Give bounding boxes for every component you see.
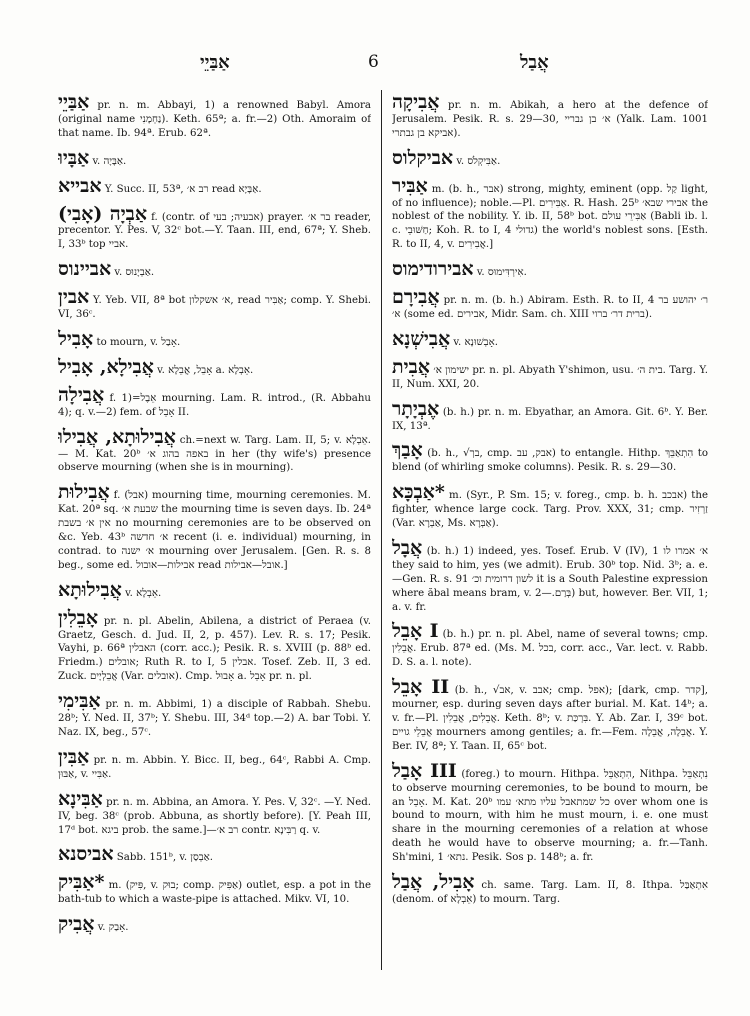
entry-definition: v. אֵבְלָא. bbox=[121, 587, 162, 599]
dictionary-entry bbox=[392, 482, 708, 531]
entry-definition: pr. n. m. Abbimi, 1) a disciple of Rabbah. Shebu. 28ᵇ; Y. Ned. II, 37ᵇ; Y. Shebu. III, 34ᵈ top.—2) A. bar Tobi. Y. Naz. IX, beg., 57ᶜ. bbox=[58, 699, 371, 738]
entry-headword: אַבָּיוּ bbox=[58, 146, 90, 169]
entry-headword: אָבִיל, אֲבַל bbox=[392, 871, 475, 894]
entry-headword: אֲבִילָה bbox=[58, 383, 105, 406]
entry-definition: pr. n. m. Abbayi, 1) a renowned Babyl. Amora (original name נַחְמָנִי). Keth. 65ª; a. fr.—2) Oth. Amoraim of that name. Ib. 94ª. Erub. 62ª. bbox=[58, 100, 371, 139]
entry-definition: (b. h.) 1) indeed, yes. Tosef. Erub. V (IV), 1 א׳ אמרו לו they said to him, yes (we admit). Erub. 30ᵇ top. Nid. 3ᵇ; a. e.—Gen. R. s. 91 לשון דרומית וכ׳ it is a South Palestine expression where ăbal means bram, v. בְּרַם.—2) but, however. Ber. VII, 1; a. v. fr. bbox=[392, 545, 708, 613]
entry-definition: (b. h.) pr. n. pl. Abel, name of several towns; cmp. אֲבֵלִין. Erub. 87ª ed. (Ms. M. בכל, corr. acc., Var. lect. v. Rabb. D. S. a. l. note). bbox=[392, 629, 708, 669]
entry-definition: f. (contr. of אבעיה; בעי) prayer. בר א׳ reader, precentor. Y. Pes. V, 32ᶜ bot.—Y. Taan. III, end, 67ª; Y. Sheb. I, 33ᵇ top אביי. bbox=[58, 211, 371, 251]
dictionary-entry bbox=[58, 482, 371, 572]
dictionary-entry bbox=[58, 872, 371, 907]
entry-definition: ch.=next w. Targ. Lam. II, 5; v. אֵבְלָא. — M. Kat. 20ᵇ באפה בהוג א׳ in her (thy wife's) presence observe mourning (when she is in mourning). bbox=[58, 434, 371, 474]
entry-headword: אֲבִיקָה bbox=[392, 92, 440, 113]
dictionary-entry bbox=[58, 608, 371, 685]
dictionary-entry bbox=[392, 761, 708, 865]
dictionary-entry bbox=[392, 538, 708, 615]
column-divider bbox=[381, 90, 382, 970]
entry-definition: pr. n. m. Abbina, an Amora. Y. Pes. V, 32ᶜ. —Y. Ned. IV, beg. 38ᶜ (prob. Abbuna, as shortly before). [Y. Peah III, 17ᵈ bot. ביגא prob. the same.]—רב א׳ contr. רַבִּינָא q. v. bbox=[58, 796, 371, 836]
entry-definition: v. אָבֵל, אֲבֵלָא a. אֵבְלָא. bbox=[153, 364, 254, 376]
entry-headword: אַבִּינָא bbox=[58, 787, 103, 810]
dictionary-entry bbox=[58, 691, 371, 740]
entry-definition: (b. h., √אב, v. אבב; cmp. אפל); [dark, cmp. קדר], mourner, esp. during seven days after burial. M. Kat. 14ᵇ; a. v. fr.—Pl. אֲבֵלִים, אֲבֵלִין. Keth. 8ᵇ; v. בִּרְכַּת. Y. Ab. Zar. I, 39ᶜ bot. אֲבֵלֵי גויים mourners among gentiles; a. fr.—Fem. אֲבֵלָה, אֲבֵלָה. Y. Ber. IV, 8ª; Y. Taan. II, 65ᶜ bot. bbox=[392, 685, 708, 752]
entry-headword: אֲבִילוּתָא bbox=[58, 578, 122, 601]
dictionary-entry bbox=[392, 176, 708, 253]
entry-definition: v. אָבְשׁוּנָא. bbox=[450, 336, 498, 348]
entry-headword: אַבַּיֵי bbox=[58, 92, 90, 113]
entry-headword: אֲבִילוּת bbox=[58, 481, 110, 504]
dictionary-entry bbox=[58, 148, 371, 169]
header-right-headword: אֲבַל bbox=[520, 52, 549, 73]
entry-headword: אֲבִישְׁנָא bbox=[392, 327, 451, 350]
entry-definition: v. אַבָּיָה. bbox=[89, 155, 127, 167]
dictionary-entry bbox=[58, 329, 371, 350]
dictionary-entry bbox=[392, 259, 708, 280]
dictionary-entry bbox=[58, 259, 371, 280]
dictionary-entry bbox=[58, 357, 371, 378]
dictionary-entry bbox=[392, 621, 708, 670]
dictionary-entry bbox=[58, 789, 371, 838]
entry-headword: אָבִיל bbox=[58, 327, 94, 350]
entry-definition: ישימון א׳ pr. n. pl. Abyath Y'shimon, usu. בית ה׳. Targ. Y. II, Num. XXI, 20. bbox=[392, 364, 708, 390]
right-column bbox=[392, 92, 708, 1010]
entry-headword: אבירודימוס bbox=[392, 258, 474, 281]
entry-headword: II אָבֵל bbox=[392, 676, 450, 699]
entry-definition: (b. h.) pr. n. m. Ebyathar, an Amora. Git. 6ᵇ. Y. Ber. IX, 13ª. bbox=[392, 406, 708, 432]
entry-definition: Y. Yeb. VII, 8ª bot א׳ אשקלון, read אַבִּיר; comp. Y. Shebi. VI, 36ᶜ. bbox=[58, 295, 371, 321]
entry-definition: m. (פִּיק, v. בוּק; comp. אַפִּיק) outlet, esp. a pot in the bath-tub to which a waste-pipe is attached. Mikv. VI, 10. bbox=[58, 880, 371, 906]
entry-headword: אביסנא bbox=[58, 843, 114, 866]
entry-headword: אַבְיָה (אָבִי) bbox=[58, 202, 148, 225]
entry-definition: v. אִירְדִּימוּס. bbox=[473, 267, 527, 279]
entry-definition: Y. Succ. II, 53ª, רב א׳ read אַבָּיָא. bbox=[101, 183, 262, 195]
entry-definition: m. (Syr., P. Sm. 15; v. foreg., cmp. b. h. אבכב) the fighter, whence large cock. Targ. Prov. XXX, 31; cmp. זַרְזִיר (Var. אַבְרָא, Ms. אַבְּרָא). bbox=[392, 490, 708, 530]
dictionary-entry bbox=[58, 914, 371, 935]
entry-definition: ch. same. Targ. Lam. II, 8. Ithpa. אִתְאַבַּל (denom. of אֵבְלָא) to mourn. Targ. bbox=[392, 880, 708, 905]
entry-definition: Sabb. 151ᵇ, v. אַבְסַן. bbox=[113, 852, 214, 864]
entry-headword: אֶבְיָתָר bbox=[392, 397, 440, 420]
entry-headword: אָבַךְ bbox=[392, 439, 423, 462]
entry-definition: f. 1)=אֵבֶל mourning. Lam. R. introd., (R. Abbahu 4); q. v.—2) fem. of אָבֵל II. bbox=[58, 392, 371, 418]
entry-headword: *אַבְכָּא bbox=[392, 481, 445, 504]
entry-headword: III אָבַל bbox=[392, 759, 457, 782]
entry-definition: pr. n. m. (b. h.) Abiram. Esth. R. to II, 4 ר׳ יהושע בר א׳ (some ed. אבירים, Midr. Sam. ch. XIII ברית דר׳ ברוי). bbox=[392, 295, 708, 320]
entry-headword: אַבִּימִי bbox=[58, 690, 101, 713]
dictionary-entry bbox=[58, 92, 371, 141]
entry-headword: אֲבִיק bbox=[58, 913, 95, 936]
dictionary-entry bbox=[58, 204, 371, 253]
entry-headword: אֲבִית bbox=[392, 355, 430, 378]
page-number: 6 bbox=[368, 52, 379, 72]
dictionary-entry bbox=[58, 176, 371, 197]
dictionary-entry bbox=[392, 399, 708, 434]
dictionary-entry bbox=[392, 329, 708, 350]
running-header bbox=[0, 52, 750, 78]
entry-definition: pr. n. m. Abbin. Y. Bicc. II, beg., 64ᶜ, Rabbi A. Cmp. אַבּוּן, v. אַבִּיי. bbox=[58, 754, 371, 780]
dictionary-entry bbox=[58, 385, 371, 420]
dictionary-entry bbox=[392, 872, 708, 907]
entry-headword: אֲבִילָא, אָבִיל bbox=[58, 355, 154, 378]
entry-definition: pr. n. m. Abikah, a hero at the defence of Jerusalem. Pesik. R. s. 29—30, א׳ בן גבריי (Yalk. Lam. 1001 אביקא בן גבתרי). bbox=[392, 100, 708, 139]
left-column bbox=[58, 92, 371, 1010]
dictionary-entry bbox=[392, 148, 708, 169]
entry-headword: אַבִּיר bbox=[392, 174, 428, 197]
dictionary-entry bbox=[58, 747, 371, 782]
dictionary-entry bbox=[58, 287, 371, 322]
entry-headword: אבין bbox=[58, 286, 90, 309]
entry-definition: f. (אבל) mourning time, mourning ceremonies. M. Kat. 20ª sq. שבעת א׳ the mourning time is seven days. Ib. 24ª אין א׳ בשבת no mourning ceremonies are to be observed on &c. Yeb. 43ᵇ א׳ חדשה recent (i. e. individual) mourning, in contrad. to א׳ ישנה mourning over Jerusalem. [Gen. R. s. 8 beg., some ed. אבילות—אובול read אובל—אבילות.] bbox=[58, 490, 371, 571]
dictionary-entry bbox=[392, 287, 708, 322]
entry-headword: אֲבִילוּתָא, אֲבִילוּ bbox=[58, 425, 176, 448]
dictionary-entry bbox=[58, 844, 371, 865]
dictionary-entry bbox=[392, 357, 708, 392]
dictionary-entry bbox=[392, 440, 708, 475]
entry-definition: (b. h., √בך, cmp. אבק, עב) to entangle. Hithp. הִתְאַבֵּךְ to blend (of whirling smoke columns). Pesik. R. s. 29—30. bbox=[392, 448, 708, 474]
entry-headword: אֲבִירָם bbox=[392, 286, 440, 309]
header-left-headword: אַבַּיֵי bbox=[200, 52, 230, 73]
dictionary-entry bbox=[392, 92, 708, 141]
entry-definition: to mourn, v. אָבַל. bbox=[93, 336, 181, 348]
dictionary-entry bbox=[392, 677, 708, 754]
entry-headword: אֲבָל bbox=[392, 536, 423, 559]
dictionary-entry bbox=[58, 427, 371, 476]
dictionary-entry bbox=[58, 580, 371, 601]
entry-headword: אביקלוס bbox=[392, 146, 454, 169]
entry-headword: אביינוס bbox=[58, 258, 112, 281]
entry-headword: I אָבֵל bbox=[392, 620, 439, 643]
entry-headword: *אַבִּיק bbox=[58, 871, 105, 894]
entry-headword: אבייא bbox=[58, 174, 102, 197]
entry-definition: v. אַבִּיקְלֹס. bbox=[453, 155, 501, 167]
entry-headword: אָבֵלִין bbox=[58, 606, 99, 629]
entry-headword: אַבִּין bbox=[58, 745, 90, 768]
entry-definition: m. (b. h., אבר) strong, mighty, eminent (opp. קַל light, of no influence); noble.—Pl. אַבִּירִים. R. Hash. 25ᵇ אבירי שבא׳ the noblest of the nobility. Y. ib. II, 58ᵇ bot. אַבִּירֵי עולם (Babli ib. l. c. חַשּׁוּבֵי; Koh. R. to I, 4 גדולי) the world's noblest sons. [Esth. R. to II, 4, v. אֲבִירִים.] bbox=[392, 183, 708, 251]
entry-definition: (foreg.) to mourn. Hithpa. הִתְאַבֵּל, Nithpa. נִתְאַבֵּל to observe mourning ceremonies, to be bound to mourn, be an אָבֵל. M. Kat. 20ᵇ כל שמתאבל עליו מתא׳ עמו over whom one is bound to mourn, with him he must mourn, i. e. one must share in the mourning ceremonies of a relation at whose death he would have to observe mourning; a. fr.—Tanh. Sh'mini, 1 נתא׳. Pesik. Sos p. 148ᵇ; a. fr. bbox=[392, 768, 708, 864]
entry-definition: pr. n. pl. Abelin, Abilena, a district of Peraea (v. Graetz, Gesch. d. Jud. II, 2, p. 457). Lev. R. s. 17; Pesik. Vayhi, p. 66ª האבלין (corr. acc.); Pesik. R. s. XVIII (p. 88ᵇ ed. Friedm.) אובלים; Ruth R. to I, 5 אבלין. Tosef. Zeb. II, 3 ed. Zuck. אֲבֵלְיָים (Var. אובלים). Cmp. אָבוּל a. אָבֵל pr. n. pl. bbox=[58, 615, 371, 683]
entry-definition: v. אָבַק. bbox=[94, 922, 129, 934]
entry-definition: v. אַבְיָנוּס. bbox=[111, 267, 155, 279]
